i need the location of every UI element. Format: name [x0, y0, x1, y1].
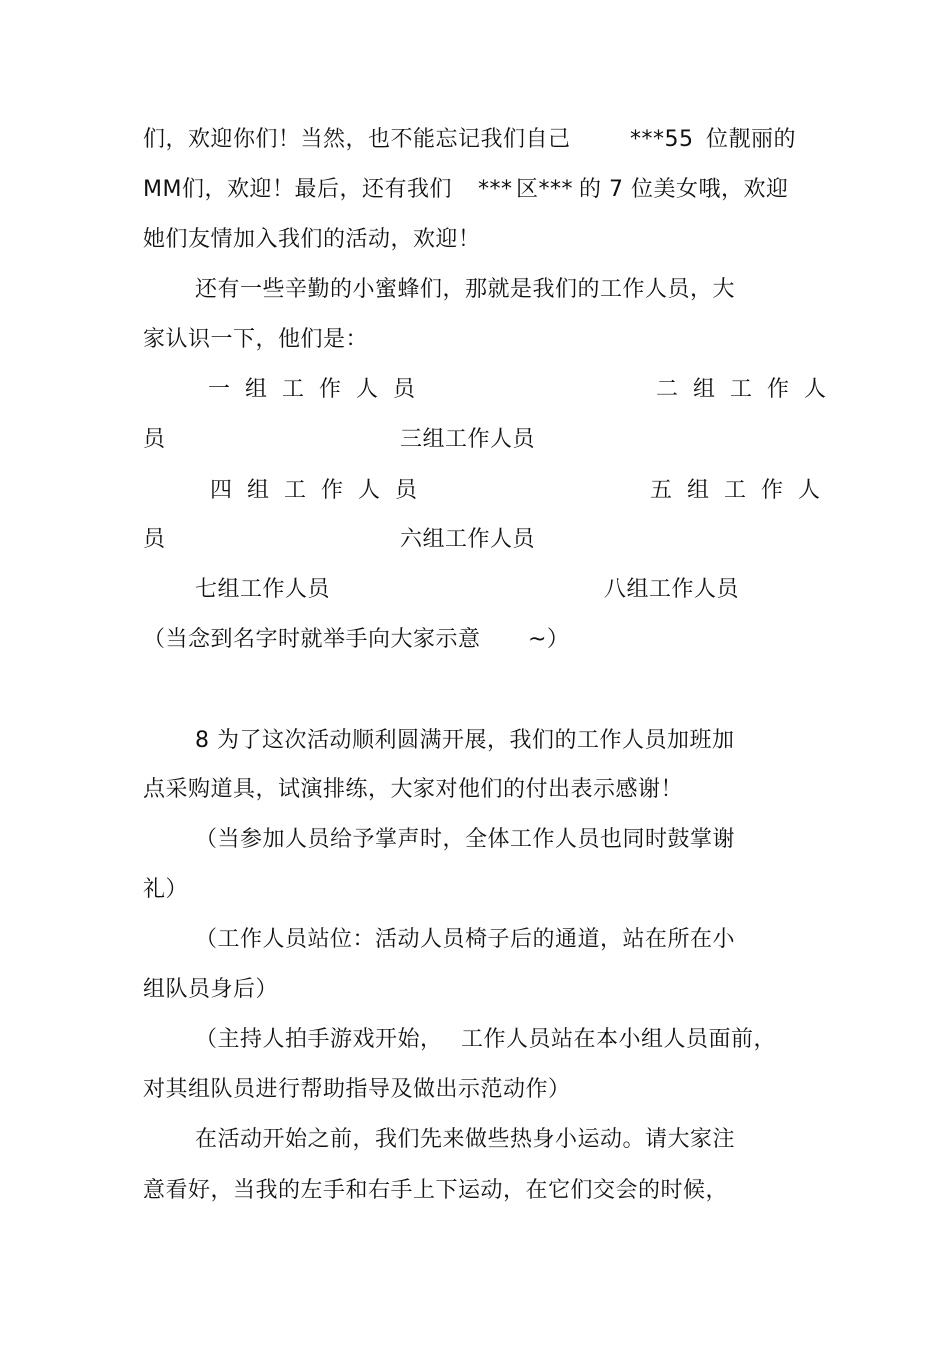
- text-line: 还有一些辛勤的小蜜蜂们，那就是我们的工作人员，大: [195, 277, 736, 302]
- text-segment: ***55: [630, 127, 694, 152]
- text-segment: 员: [143, 527, 166, 552]
- text-segment: ~）: [528, 627, 570, 652]
- staff-group-label: 五 组 工 作 人: [650, 478, 824, 503]
- text-line: 家认识一下，他们是：: [143, 327, 369, 352]
- text-segment: 区***: [516, 177, 574, 202]
- text-segment: ***: [478, 177, 513, 202]
- staff-group-label: 一 组 工 作 人 员: [208, 377, 419, 402]
- text-line: 8 为了这次活动顺利圆满开展，我们的工作人员加班加: [195, 728, 735, 753]
- text-line: 意看好，当我的左手和右手上下运动，在它们交会的时候，: [143, 1178, 729, 1203]
- stage-direction: （主持人拍手游戏开始，: [195, 1027, 443, 1052]
- text-line: 点采购道具，试演排练，大家对他们的付出表示感谢！: [143, 777, 684, 802]
- text-segment: 的 7 位美女哦，欢迎: [579, 177, 789, 202]
- staff-group-label: 三组工作人员: [400, 427, 536, 452]
- text-line: 在活动开始之前，我们先来做些热身小运动。请大家注: [195, 1127, 736, 1152]
- text-line: 们，欢迎你们！当然，也不能忘记我们自己: [143, 127, 571, 152]
- text-line: MM们，欢迎！最后，还有我们: [143, 177, 452, 202]
- staff-group-label: 六组工作人员: [400, 527, 536, 552]
- text-line: 组队员身后）: [143, 977, 279, 1002]
- staff-group-label: 八组工作人员: [604, 577, 740, 602]
- staff-group-label: 七组工作人员: [195, 577, 331, 602]
- text-segment: 工作人员站在本小组人员面前，: [461, 1027, 777, 1052]
- text-line: 对其组队员进行帮助指导及做出示范动作）: [143, 1077, 571, 1102]
- text-segment: 员: [143, 427, 166, 452]
- staff-group-label: 二 组 工 作 人: [656, 377, 830, 402]
- staff-group-label: 四 组 工 作 人 员: [210, 478, 421, 503]
- stage-direction: （当念到名字时就举手向大家示意: [143, 627, 481, 652]
- stage-direction: （工作人员站位：活动人员椅子后的通道，站在所在小: [195, 927, 736, 952]
- text-segment: 位靓丽的: [706, 127, 797, 152]
- text-line: 她们友情加入我们的活动，欢迎！: [143, 227, 481, 252]
- stage-direction: （当参加人员给予掌声时，全体工作人员也同时鼓掌谢: [195, 827, 736, 852]
- text-line: 礼）: [143, 877, 189, 902]
